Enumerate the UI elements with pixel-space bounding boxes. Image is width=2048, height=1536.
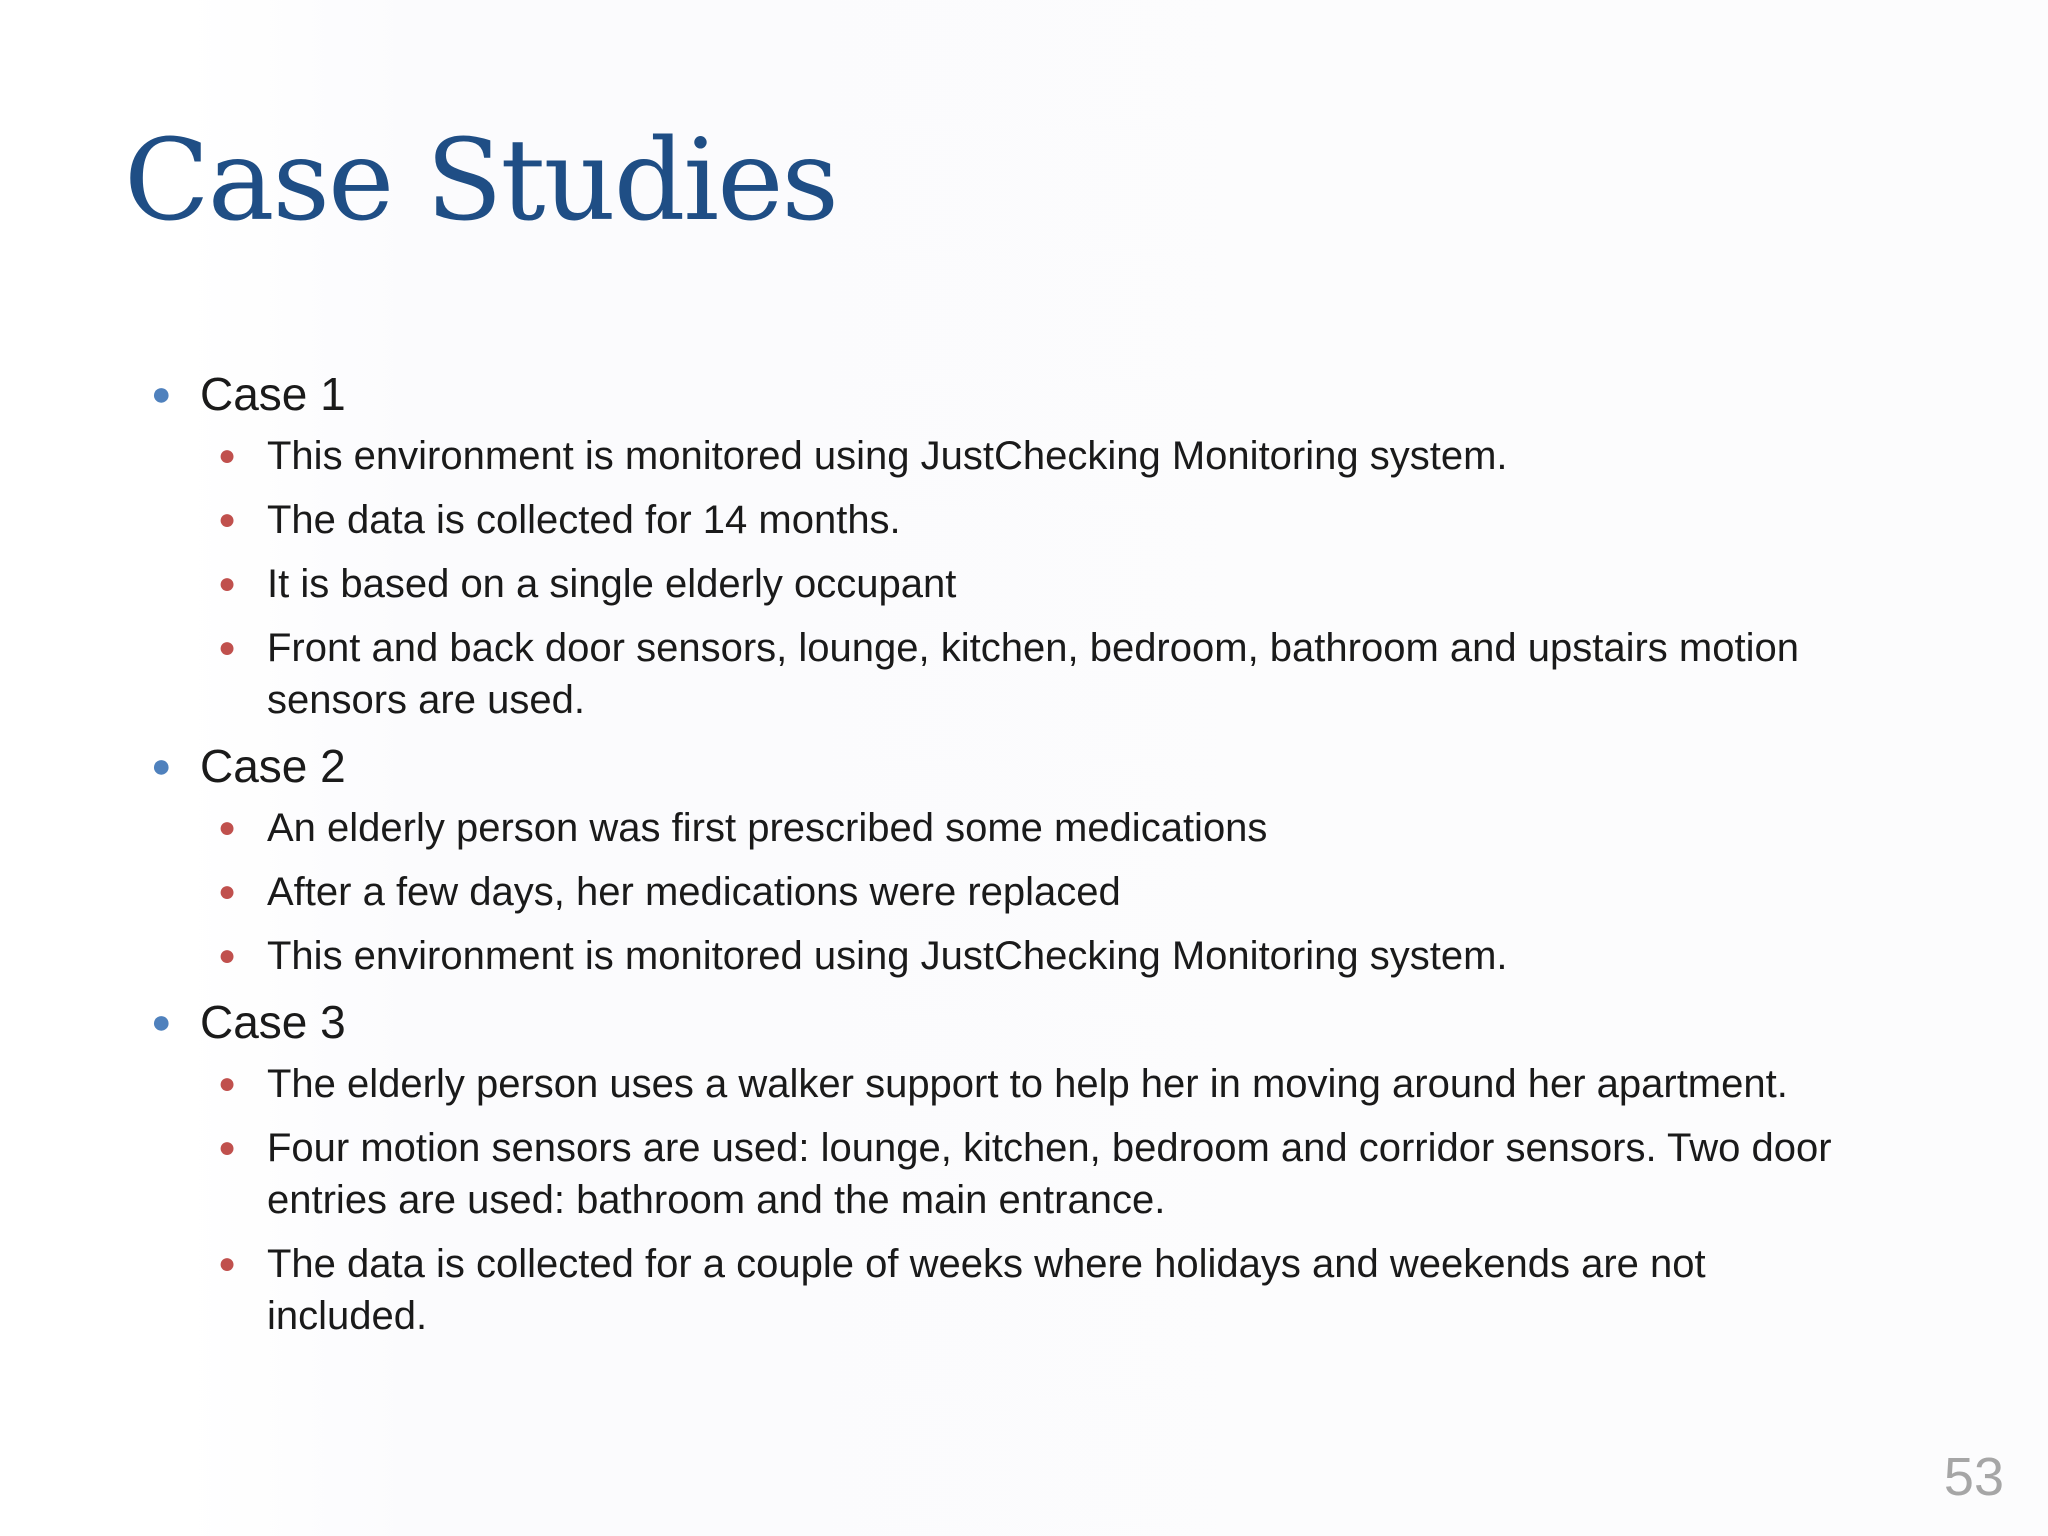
case-heading [146,738,1846,794]
case-1-details [146,430,1846,726]
bullet-content [146,366,1846,1354]
bullet-dot-icon: ● [218,875,237,908]
list-item-text: The elderly person uses a walker support to help her in moving around her apartment. [267,1062,1788,1106]
list-item [146,930,1846,982]
case-heading [146,994,1846,1050]
list-item [146,1238,1846,1342]
list-item [146,1122,1846,1226]
list-item [146,558,1846,610]
list-item-text: The data is collected for a couple of weeks where holidays and weekends are not included. [267,1242,1706,1338]
list-item-text: Front and back door sensors, lounge, kitchen, bedroom, bathroom and upstairs motion sensors are used. [267,626,1799,722]
list-item [146,802,1846,854]
case-heading [146,366,1846,422]
bullet-dot-icon: ● [218,1131,237,1164]
list-item-text: This environment is monitored using JustChecking Monitoring system. [267,434,1508,478]
bullet-dot-icon: ● [218,439,237,472]
slide-title: Case Studies [124,116,837,246]
list-item-text: The data is collected for 14 months. [267,498,901,542]
bullet-dot-icon: ● [218,631,237,664]
case-heading-label: Case 2 [200,740,346,792]
bullet-dot-icon: ● [218,1247,237,1280]
list-item-text: This environment is monitored using JustChecking Monitoring system. [267,934,1508,978]
bullet-dot-icon: ● [151,747,172,785]
bullet-dot-icon: ● [151,375,172,413]
list-item-text: After a few days, her medications were replaced [267,870,1121,914]
list-item-text: Four motion sensors are used: lounge, kitchen, bedroom and corridor sensors. Two door entries are used: bathroom and the main entrance. [267,1126,1832,1222]
case-3-details [146,1058,1846,1342]
list-item [146,494,1846,546]
case-heading-label: Case 1 [200,368,346,420]
case-3 [146,994,1846,1342]
bullet-dot-icon: ● [218,1067,237,1100]
case-1 [146,366,1846,726]
bullet-dot-icon: ● [218,503,237,536]
list-item [146,430,1846,482]
list-item [146,866,1846,918]
list-item [146,622,1846,726]
list-item-text: An elderly person was first prescribed some medications [267,806,1268,850]
case-heading-label: Case 3 [200,996,346,1048]
list-item [146,1058,1846,1110]
list-item-text: It is based on a single elderly occupant [267,562,957,606]
case-2 [146,738,1846,982]
page-number: 53 [1943,1447,2004,1507]
bullet-dot-icon: ● [218,939,237,972]
bullet-dot-icon: ● [218,567,237,600]
bullet-dot-icon: ● [218,811,237,844]
case-2-details [146,802,1846,982]
bullet-dot-icon: ● [151,1003,172,1041]
